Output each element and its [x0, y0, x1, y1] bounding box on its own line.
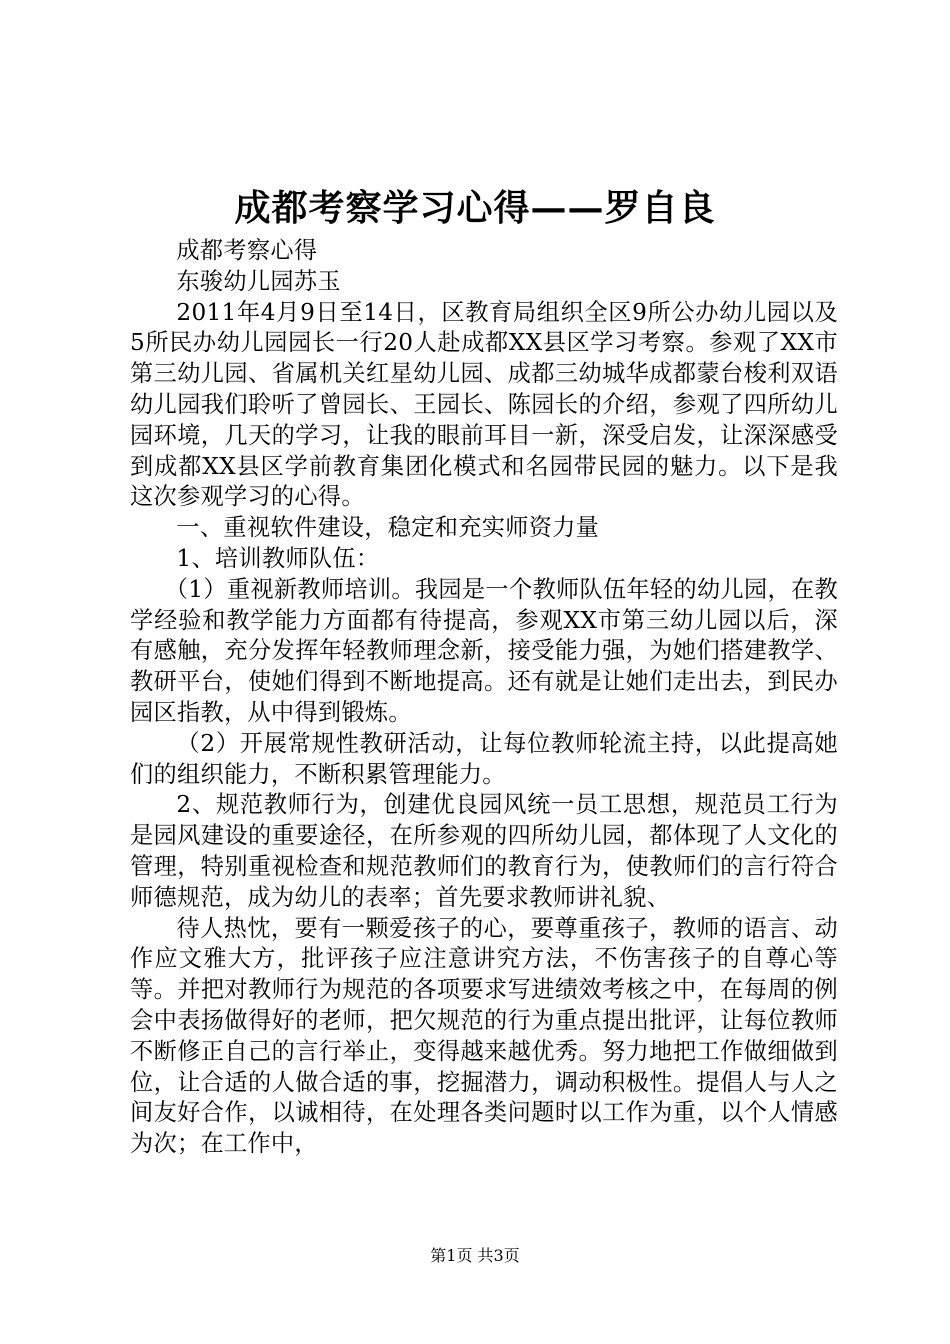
page-footer: 第1页 共3页 — [430, 1246, 520, 1265]
paragraph-item-1: （1）重视新教师培训。我园是一个教师队伍年轻的幼儿园，在教学经验和教学能力方面都有待提高，参观XX市第三幼儿园以后，深有感触，充分发挥年轻教师理念新，接受能力强，为她们搭建教学、教研平台，使她们得到不断地提高。还有就是让她们走出去，到民办园区指教，从中得到锻炼。 — [130, 575, 838, 726]
document-title: 成都考察学习心得——罗自良 — [234, 187, 716, 229]
subsection-heading: 1、培训教师队伍： — [176, 544, 380, 572]
paragraph-continuation: 待人热忱，要有一颗爱孩子的心，要尊重孩子，教师的语言、动作应文雅大方，批评孩子应注意讲究方法，不伤害孩子的自尊心等等。并把对教师行为规范的各项要求写进绩效考核之中，在每周的例会中表扬做得好的老师，把欠规范的行为重点提出批评，让每位教师不断修正自己的言行举止，变得越来越优秀。努力地把工作做细做到位，让合适的人做合适的事，挖掘潜力，调动积极性。提倡人与人之间友好合作，以诚相待，在处理各类问题时以工作为重，以个人情感为次；在工作中， — [130, 914, 838, 1158]
paragraph-author: 东骏幼儿园苏玉 — [176, 267, 341, 295]
document-body — [130, 236, 838, 1160]
paragraph-item-2: （2）开展常规性教研活动，让每位教师轮流主持，以此提高她们的组织能力，不断积累管理能力。 — [130, 729, 838, 788]
paragraph-intro: 2011年4月9日至14日，区教育局组织全区9所公办幼儿园以及5所民办幼儿园园长一行20人赴成都XX县区学习考察。参观了XX市第三幼儿园、省属机关红星幼儿园、成都三幼城华成都蒙台梭利双语幼儿园我们聆听了曾园长、王园长、陈园长的介绍，参观了四所幼儿园环境，几天的学习，让我的眼前耳目一新，深受启发，让深深感受到成都XX县区学前教育集团化模式和名园带民园的魅力。以下是我这次参观学习的心得。 — [130, 298, 838, 511]
paragraph-subtitle: 成都考察心得 — [176, 237, 318, 264]
section-heading: 一、重视软件建设，稳定和充实师资力量 — [176, 514, 600, 542]
paragraph-section-2: 2、规范教师行为，创建优良园风统一员工思想，规范员工行为是园风建设的重要途径，在所参观的四所幼儿园，都体现了人文化的管理，特别重视检查和规范教师们的教育行为，使教师们的言行符合师德规范，成为幼儿的表率；首先要求教师讲礼貌、 — [130, 791, 838, 911]
